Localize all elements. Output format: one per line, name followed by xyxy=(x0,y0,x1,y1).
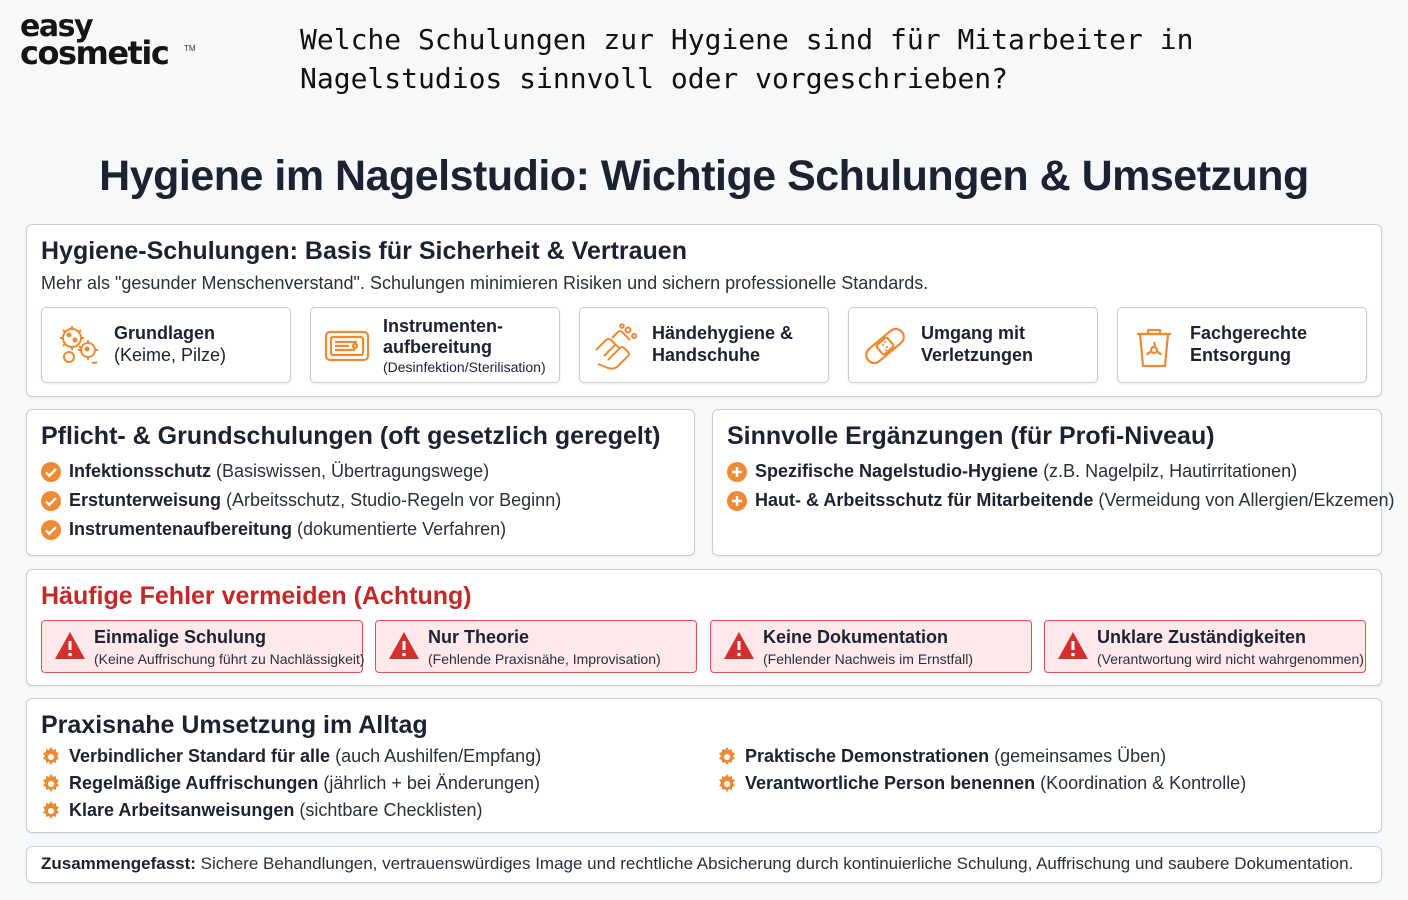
list-item-detail: (gemeinsames Üben) xyxy=(989,746,1167,766)
mistake-card xyxy=(1044,620,1366,673)
mistake-title: Nur Theorie xyxy=(428,627,530,647)
check-circle-icon xyxy=(41,462,61,482)
hand-wash-icon xyxy=(590,320,642,372)
topic-label xyxy=(114,322,226,366)
topic-card-entsorgung xyxy=(1117,307,1367,383)
summary-label: Zusammengefasst: xyxy=(41,854,196,873)
list-item xyxy=(727,486,1395,515)
page-question: Welche Schulungen zur Hygiene sind für Mitarbeiter in Nagelstudios sinnvoll oder vorgeschrieben? xyxy=(300,23,1194,95)
logo-line-1: easy xyxy=(20,9,93,44)
topic-card-grundlagen xyxy=(41,307,291,383)
topic-label-bold: Entsorgung xyxy=(1190,345,1291,365)
topic-label-bold: Verletzungen xyxy=(921,345,1034,365)
warning-icon xyxy=(388,631,420,661)
extras-title: Sinnvolle Ergänzungen (für Profi-Niveau) xyxy=(727,422,1215,450)
plus-circle-icon xyxy=(727,462,747,482)
list-item-bold: Verbindlicher Standard für alle xyxy=(69,746,331,766)
summary-text xyxy=(41,854,1353,874)
list-item-detail: (dokumentierte Verfahren) xyxy=(292,519,507,539)
summary-body: Sichere Behandlungen, vertrauenswürdiges Image und rechtliche Absicherung durch kontinuierliche Schulung, Auffrischung und saubere Dokumentation. xyxy=(195,854,1354,873)
mistakes-panel xyxy=(26,569,1382,686)
mistake-title: Einmalige Schulung xyxy=(94,627,267,647)
list-item-bold: Haut- & Arbeitsschutz für Mitarbeitende xyxy=(755,490,1094,510)
list-item xyxy=(41,797,541,824)
topic-label-bold: Handschuhe xyxy=(652,345,761,365)
list-item xyxy=(717,770,1246,797)
topic-card-instrumente xyxy=(310,307,560,383)
basis-panel xyxy=(26,224,1382,397)
gear-icon xyxy=(41,774,61,794)
list-item xyxy=(41,743,541,770)
extras-list xyxy=(727,457,1395,515)
mistake-detail: (Fehlender Nachweis im Ernstfall) xyxy=(763,651,974,667)
topic-label xyxy=(652,322,793,366)
basis-subtitle: Mehr als "gesunder Menschenverstand". Schulungen minimieren Risiken und sichern professionelle Standards. xyxy=(41,273,929,293)
list-item-bold: Verantwortliche Person benennen xyxy=(745,773,1036,793)
basis-title: Hygiene-Schulungen: Basis für Sicherheit & Vertrauen xyxy=(41,237,687,265)
topic-label-detail: (Desinfektion/Sterilisation) xyxy=(383,359,546,375)
gear-icon xyxy=(717,747,737,767)
warning-icon xyxy=(723,631,755,661)
page-title: Hygiene im Nagelstudio: Wichtige Schulungen & Umsetzung xyxy=(99,152,1309,200)
mistake-title: Unklare Zuständigkeiten xyxy=(1097,627,1307,647)
list-item xyxy=(41,515,561,544)
list-item-detail: (z.B. Nagelpilz, Hautirritationen) xyxy=(1038,461,1298,481)
topic-label xyxy=(1190,322,1307,366)
extras-panel xyxy=(712,409,1395,556)
list-item-bold: Instrumentenaufbereitung xyxy=(69,519,293,539)
easycosmetic-logo[interactable] xyxy=(20,9,196,74)
bandage-icon xyxy=(859,320,911,372)
list-item xyxy=(727,457,1395,486)
mistake-detail: (Keine Auffrischung führt zu Nachlässigkeit) xyxy=(94,651,365,667)
check-circle-icon xyxy=(41,520,61,540)
list-item-detail: (Basiswissen, Übertragungswege) xyxy=(211,461,490,481)
practice-panel xyxy=(26,698,1382,833)
list-item-bold: Regelmäßige Auffrischungen xyxy=(69,773,319,793)
plus-circle-icon xyxy=(727,491,747,511)
list-item xyxy=(717,743,1246,770)
mistake-detail: (Verantwortung wird nicht wahrgenommen) xyxy=(1097,651,1364,667)
warning-icon xyxy=(1057,631,1089,661)
biohazard-bin-icon xyxy=(1128,320,1180,372)
logo-line-2: cosmetic xyxy=(20,34,169,72)
list-item-bold: Erstunterweisung xyxy=(69,490,222,510)
mistake-card xyxy=(375,620,697,673)
list-item-detail: (Arbeitsschutz, Studio-Regeln vor Beginn) xyxy=(221,490,562,510)
practice-title: Praxisnahe Umsetzung im Alltag xyxy=(41,711,428,739)
gear-icon xyxy=(41,801,61,821)
topic-label-detail: (Keime, Pilze) xyxy=(114,345,227,365)
list-item-detail: (Vermeidung von Allergien/Ekzemen) xyxy=(1093,490,1395,510)
topic-label xyxy=(383,316,546,376)
list-item xyxy=(41,770,541,797)
practice-list-right xyxy=(717,743,1246,797)
list-item-detail: (jährlich + bei Änderungen) xyxy=(318,773,541,793)
warning-icon xyxy=(54,631,86,661)
summary-panel xyxy=(26,846,1382,883)
mandatory-list xyxy=(41,457,561,544)
check-circle-icon xyxy=(41,491,61,511)
logo-trademark: TM xyxy=(184,44,196,53)
list-item-detail: (Koordination & Kontrolle) xyxy=(1035,773,1247,793)
list-item-detail: (sichtbare Checklisten) xyxy=(294,800,483,820)
list-item xyxy=(41,486,561,515)
list-item xyxy=(41,457,561,486)
topic-label-bold: aufbereitung xyxy=(383,337,493,357)
mistake-title: Keine Dokumentation xyxy=(763,627,949,647)
list-item-bold: Praktische Demonstrationen xyxy=(745,746,990,766)
mandatory-panel xyxy=(26,409,695,556)
gear-icon xyxy=(717,774,737,794)
list-item-bold: Infektionsschutz xyxy=(69,461,212,481)
germs-icon xyxy=(52,320,104,372)
list-item-bold: Klare Arbeitsanweisungen xyxy=(69,800,295,820)
list-item-bold: Spezifische Nagelstudio-Hygiene xyxy=(755,461,1039,481)
mistakes-title: Häufige Fehler vermeiden (Achtung) xyxy=(41,582,472,610)
list-item-detail: (auch Aushilfen/Empfang) xyxy=(330,746,542,766)
topic-card-verletzungen xyxy=(848,307,1098,383)
instrument-tray-icon xyxy=(321,320,373,372)
mandatory-title: Pflicht- & Grundschulungen (oft gesetzlich geregelt) xyxy=(41,422,661,450)
topic-label-bold: Instrumenten- xyxy=(383,316,504,336)
gear-icon xyxy=(41,747,61,767)
mistake-card xyxy=(710,620,1032,673)
topic-label-bold: Fachgerechte xyxy=(1190,323,1308,343)
topic-card-haendehygiene xyxy=(579,307,829,383)
practice-list-left xyxy=(41,743,541,824)
topic-label-bold: Grundlagen xyxy=(114,323,216,343)
mistake-detail: (Fehlende Praxisnähe, Improvisation) xyxy=(428,651,661,667)
mistake-card xyxy=(41,620,363,673)
topic-label xyxy=(921,322,1033,366)
topic-label-bold: Umgang mit xyxy=(921,323,1026,343)
topic-label-bold: Händehygiene & xyxy=(652,323,794,343)
